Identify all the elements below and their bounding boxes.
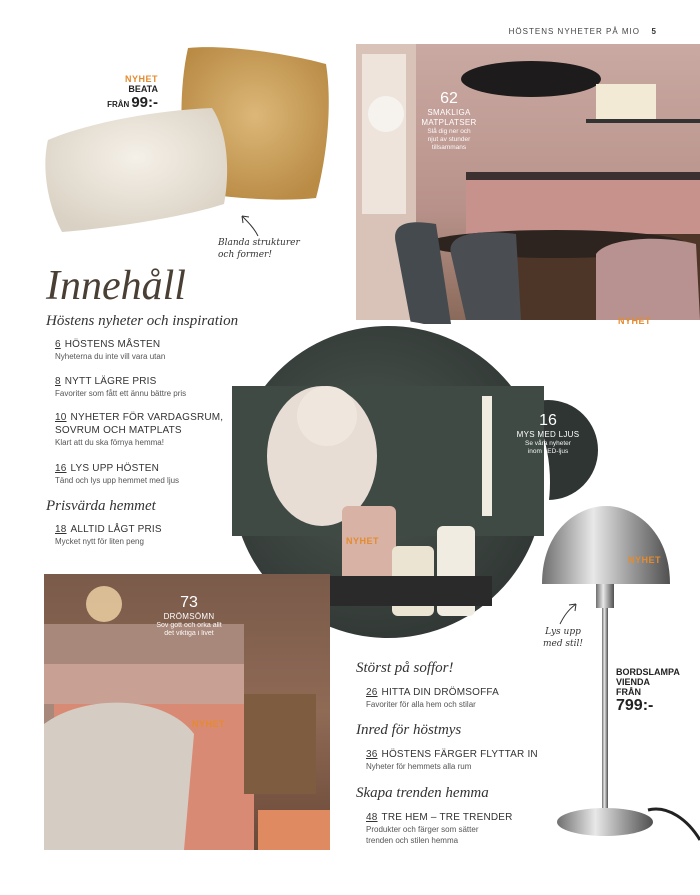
candles-label: 16 MYS MED LJUS Se våra nyheter inom LED-ljus (504, 412, 592, 456)
toc-item-desc: Produkter och färger som sätter (366, 825, 479, 834)
bedroom-photo[interactable] (44, 574, 330, 850)
new-badge: NYHET (124, 74, 158, 84)
product-price: 99:- (131, 94, 158, 111)
toc-item-desc: Favoriter som fått ett ännu bättre pris (55, 389, 187, 398)
toc-item-desc: Mycket nytt för liten peng (55, 537, 144, 546)
product-price: 799:- (616, 697, 654, 714)
toc-item-title: NYTT LÄGRE PRIS (64, 376, 157, 387)
toc-item-desc: Tänd och lys upp hemmet med ljus (55, 476, 180, 485)
toc-item-title: HITTA DIN DRÖMSOFFA (381, 687, 500, 698)
arrow-icon (238, 210, 264, 238)
page-ref: 26 (366, 687, 378, 698)
toc-item-desc: Nyheterna du inte vill vara utan (55, 352, 166, 361)
toc-item[interactable] (366, 811, 606, 846)
section-heading: Prisvärda hemmet (46, 498, 156, 514)
lamp-note: Lys upp med stil! (542, 627, 584, 649)
section-heading: Störst på soffor! (356, 660, 454, 676)
page-number: 5 (651, 27, 656, 36)
new-badge: NYHET (192, 719, 226, 729)
cushions-image (40, 42, 340, 242)
page-ref: 36 (366, 749, 378, 760)
product-name-2: VIENDA (616, 677, 651, 687)
dining-scene (356, 44, 700, 320)
product-name: BORDSLAMPA (616, 667, 680, 677)
page-ref: 6 (55, 339, 61, 350)
bedroom-label: 73 DRÖMSÖMN Sov gott och orka allt det viktiga i livet (156, 594, 222, 637)
page-ref: 48 (366, 812, 378, 823)
price-from: FRÅN (616, 687, 641, 697)
toc-item-title: TRE HEM – TRE TRENDER (381, 812, 513, 823)
toc-item-desc: Klart att du ska förnya hemma! (55, 438, 164, 447)
toc-item-title: NYHETER FÖR VARDAGSRUM, (70, 412, 224, 423)
cushion-note: Blanda strukturer och former! (218, 238, 300, 260)
toc-item-title-cont: SOVRUM OCH MATPLATS (55, 425, 182, 436)
toc-item-desc-cont: trenden och stilen hemma (366, 836, 459, 845)
new-badge: NYHET (628, 555, 662, 565)
section-header: HÖSTENS NYHETER PÅ MIO (508, 27, 640, 36)
toc-item-title: ALLTID LÅGT PRIS (70, 524, 162, 535)
section-heading: Höstens nyheter och inspiration (46, 313, 239, 329)
dining-label: 62 SMAKLIGA MATPLATSER Slå dig ner och njut av stunder tillsammans (421, 90, 477, 151)
lamp-price-label (616, 667, 680, 715)
section-heading: Inred för höstmys (356, 722, 462, 738)
arrow-icon (556, 600, 580, 626)
toc-item-title: LYS UPP HÖSTEN (70, 463, 160, 474)
toc-item-title: HÖSTENS FÄRGER FLYTTAR IN (381, 749, 538, 760)
page-ref: 10 (55, 412, 67, 423)
product-name: BEATA (128, 84, 158, 94)
page-ref: 18 (55, 524, 67, 535)
toc-item-desc: Nyheter för hemmets alla rum (366, 762, 472, 771)
new-badge: NYHET (618, 316, 652, 326)
price-from: FRÅN (107, 100, 130, 109)
toc-item-desc: Favoriter för alla hem och stilar (366, 700, 476, 709)
toc-item[interactable] (366, 686, 606, 710)
section-heading: Skapa trenden hemma (356, 785, 489, 801)
dining-room-photo[interactable] (356, 44, 700, 326)
toc-item[interactable] (366, 748, 606, 772)
page-title: Innehåll (46, 263, 186, 309)
page-ref: 8 (55, 376, 61, 387)
page-ref: 16 (55, 463, 67, 474)
cushion-price-label (100, 74, 158, 111)
new-badge: NYHET (346, 536, 380, 546)
toc-item-title: HÖSTENS MÅSTEN (64, 339, 161, 350)
